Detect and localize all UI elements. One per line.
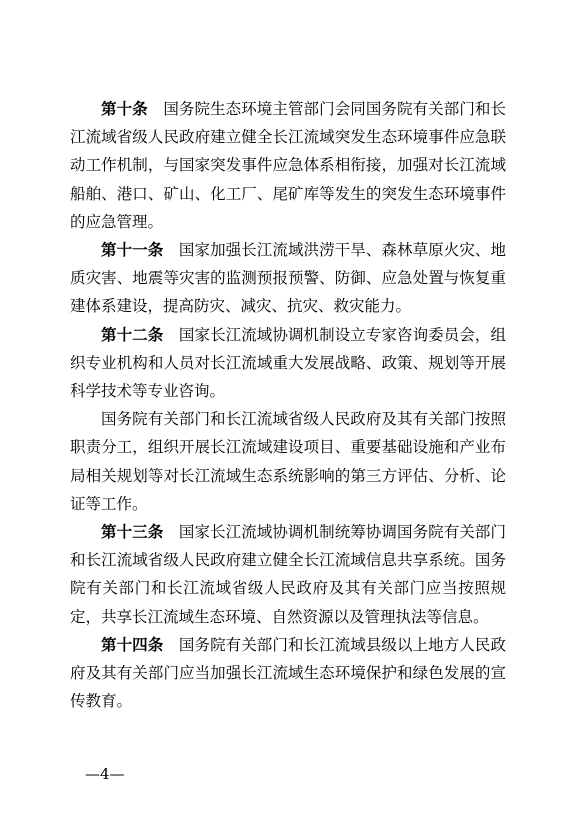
article-heading: 第十一条	[101, 240, 164, 260]
article-12-paragraph-2	[70, 405, 506, 518]
article-text: 国家长江流域协调机制统筹协调国务院有关部门和长江流域省级人民政府建立健全长江流域信息共享系统。国务院有关部门和长江流域省级人民政府及其有关部门应当按照规定，共享长江流域生态环境、自然资源以及管理执法等信息。	[70, 523, 506, 626]
article-heading: 第十四条	[101, 634, 164, 654]
article-text: 国家长江流域协调机制设立专家咨询委员会，组织专业机构和人员对长江流域重大发展战略、政策、规划等开展科学技术等专业咨询。	[70, 325, 506, 401]
article-10	[70, 95, 506, 236]
article-13	[70, 518, 506, 631]
article-text: 国家加强长江流域洪涝干旱、森林草原火灾、地质灾害、地震等灾害的监测预报预警、防御、应急处置与恢复重建体系建设，提高防灾、减灾、抗灾、救灾能力。	[70, 241, 506, 316]
article-heading: 第十三条	[101, 522, 164, 542]
article-11	[70, 236, 506, 321]
article-heading: 第十条	[101, 99, 148, 118]
article-text: 国务院有关部门和长江流域县级以上地方人民政府及其有关部门应当加强长江流域生态环境保护和绿色发展的宣传教育。	[70, 635, 506, 711]
article-text: 国务院有关部门和长江流域省级人民政府及其有关部门按照职责分工，组织开展长江流域建设项目、重要基础设施和产业布局相关规划等对长江流域生态系统影响的第三方评估、分析、论证等工作。	[70, 410, 506, 513]
article-14	[70, 631, 506, 716]
page-number: —4—	[85, 765, 125, 783]
article-text: 国务院生态环境主管部门会同国务院有关部门和长江流域省级人民政府建立健全长江流域突发生态环境事件应急联动工作机制，与国家突发事件应急体系相衔接，加强对长江流域船舶、港口、矿山、化工厂、尾矿库等发生的突发生态环境事件的应急管理。	[70, 100, 506, 231]
document-body	[70, 95, 506, 715]
article-heading: 第十二条	[101, 324, 164, 344]
article-12	[70, 321, 506, 406]
